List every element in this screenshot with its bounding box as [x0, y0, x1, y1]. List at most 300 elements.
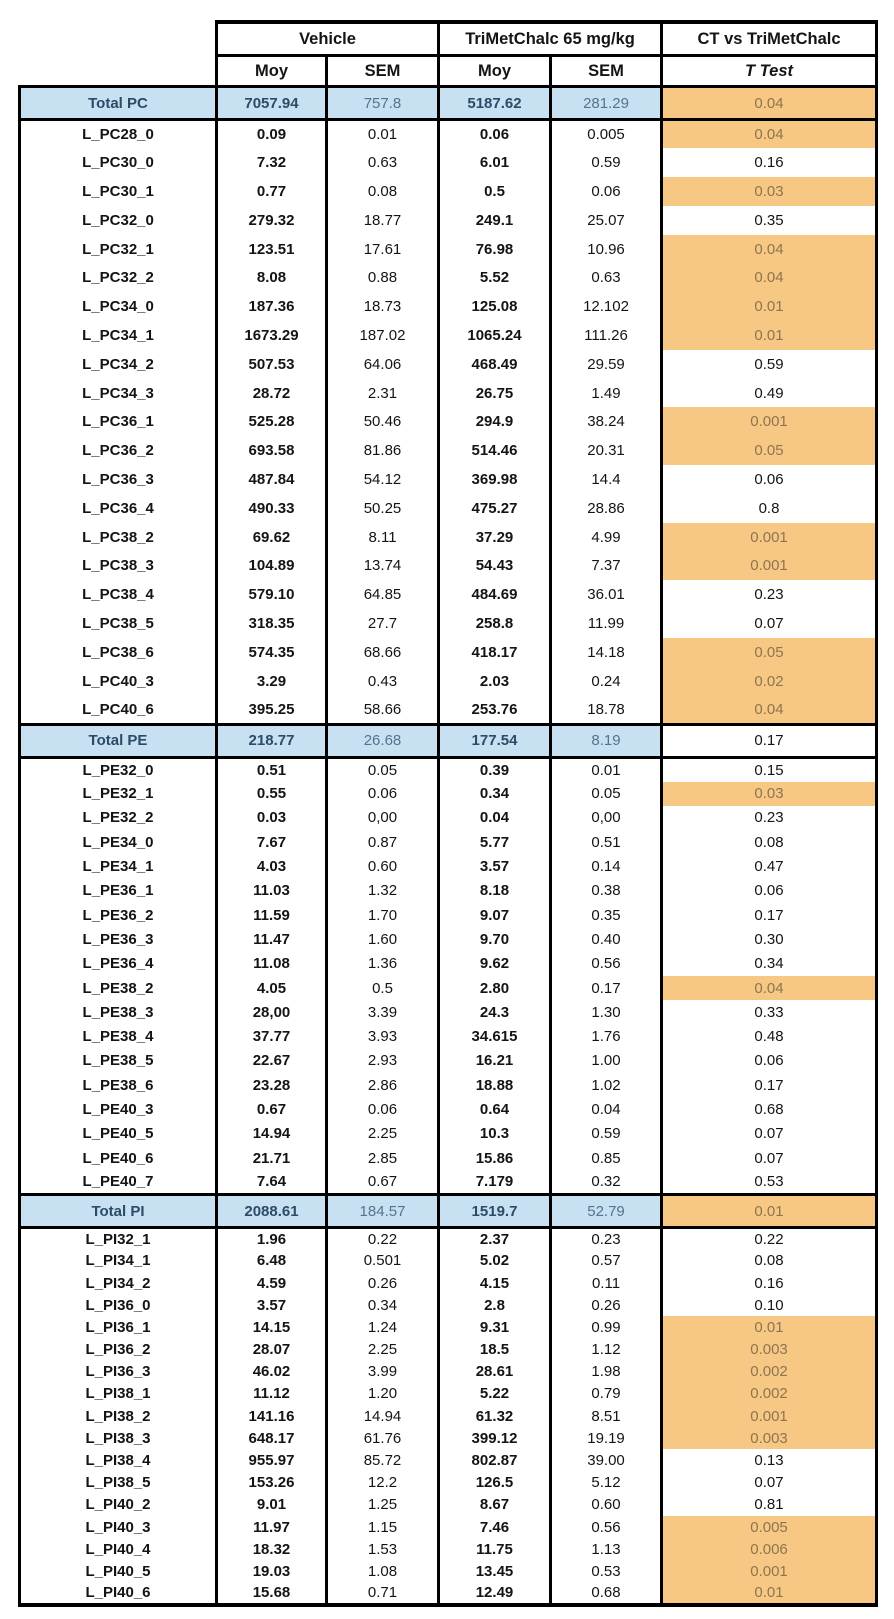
- trimetchalc-moy-cell: 9.70: [439, 927, 551, 951]
- row-label-cell: L_PI38_3: [20, 1427, 217, 1449]
- vehicle-moy-cell: 0.09: [217, 120, 327, 149]
- row-label-cell: Total PI: [20, 1195, 217, 1228]
- vehicle-sem-cell: 18.73: [327, 292, 439, 321]
- row-label-cell: L_PE36_4: [20, 952, 217, 976]
- vehicle-moy-cell: 4.05: [217, 976, 327, 1000]
- trimetchalc-moy-cell: 76.98: [439, 235, 551, 264]
- row-label-cell: L_PE40_6: [20, 1146, 217, 1170]
- vehicle-moy-cell: 490.33: [217, 494, 327, 523]
- ttest-cell: 0.01: [662, 321, 877, 350]
- vehicle-moy-cell: 14.15: [217, 1316, 327, 1338]
- trimetchalc-sem-cell: 28.86: [551, 494, 662, 523]
- trimetchalc-moy-cell: 26.75: [439, 379, 551, 408]
- vehicle-sem-cell: 1.20: [327, 1383, 439, 1405]
- trimetchalc-sem-cell: 38.24: [551, 407, 662, 436]
- total-row: [20, 87, 877, 120]
- vehicle-sem-cell: 12.2: [327, 1472, 439, 1494]
- trimetchalc-sem-cell: 1.13: [551, 1538, 662, 1560]
- trimetchalc-moy-cell: 9.07: [439, 903, 551, 927]
- vehicle-moy-cell: 487.84: [217, 465, 327, 494]
- ttest-cell: 0.01: [662, 1316, 877, 1338]
- trimetchalc-moy-cell: 475.27: [439, 494, 551, 523]
- trimetchalc-moy-cell: 28.61: [439, 1361, 551, 1383]
- row-label-cell: L_PE36_3: [20, 927, 217, 951]
- trimetchalc-moy-cell: 8.67: [439, 1494, 551, 1516]
- vehicle-sem-cell: 0.60: [327, 854, 439, 878]
- trimetchalc-moy-cell: 13.45: [439, 1560, 551, 1582]
- data-row: [20, 1560, 877, 1582]
- row-label-cell: L_PE38_4: [20, 1025, 217, 1049]
- trimetchalc-sem-cell: 0.53: [551, 1560, 662, 1582]
- vehicle-sem-cell: 27.7: [327, 609, 439, 638]
- trimetchalc-moy-cell: 0.5: [439, 177, 551, 206]
- trimetchalc-sem-cell: 0.59: [551, 1122, 662, 1146]
- ttest-cell: 0.002: [662, 1361, 877, 1383]
- row-label-cell: L_PC34_3: [20, 379, 217, 408]
- vehicle-moy-cell: 955.97: [217, 1449, 327, 1471]
- ttest-cell: 0.06: [662, 465, 877, 494]
- row-label-cell: L_PE40_3: [20, 1097, 217, 1121]
- ttest-cell: 0.04: [662, 87, 877, 120]
- results-table-container: [18, 20, 878, 1607]
- trimetchalc-moy-cell: 15.86: [439, 1146, 551, 1170]
- trimetchalc-moy-cell: 294.9: [439, 407, 551, 436]
- ttest-cell: 0.22: [662, 1228, 877, 1250]
- data-row: [20, 350, 877, 379]
- row-label-cell: L_PE38_3: [20, 1000, 217, 1024]
- results-table: [18, 20, 878, 1607]
- vehicle-sem-cell: 1.32: [327, 879, 439, 903]
- row-label-cell: L_PC36_2: [20, 436, 217, 465]
- vehicle-sem-cell: 54.12: [327, 465, 439, 494]
- data-row: [20, 465, 877, 494]
- ttest-cell: 0.07: [662, 1472, 877, 1494]
- vehicle-moy-cell: 1673.29: [217, 321, 327, 350]
- total-row: [20, 1195, 877, 1228]
- vehicle-moy-cell: 0.55: [217, 782, 327, 806]
- trimetchalc-moy-cell: 9.62: [439, 952, 551, 976]
- ttest-cell: 0.001: [662, 1405, 877, 1427]
- trimetchalc-sem-cell: 1.00: [551, 1049, 662, 1073]
- trimetchalc-sem-cell: 19.19: [551, 1427, 662, 1449]
- ttest-cell: 0.01: [662, 292, 877, 321]
- trimetchalc-sem-cell: 0.01: [551, 757, 662, 781]
- trimetchalc-moy-cell: 24.3: [439, 1000, 551, 1024]
- ttest-cell: 0.01: [662, 1195, 877, 1228]
- data-row: [20, 206, 877, 235]
- vehicle-moy-cell: 21.71: [217, 1146, 327, 1170]
- vehicle-sem-cell: 0.87: [327, 830, 439, 854]
- vehicle-moy-cell: 395.25: [217, 695, 327, 724]
- ttest-cell: 0.003: [662, 1427, 877, 1449]
- trimetchalc-sem-cell: 7.37: [551, 551, 662, 580]
- trimetchalc-sem-cell: 8.51: [551, 1405, 662, 1427]
- data-row: [20, 1516, 877, 1538]
- ttest-cell: 0.04: [662, 235, 877, 264]
- ttest-cell: 0.17: [662, 1073, 877, 1097]
- ttest-cell: 0.001: [662, 551, 877, 580]
- data-row: [20, 1073, 877, 1097]
- trimetchalc-moy-cell: 369.98: [439, 465, 551, 494]
- data-row: [20, 551, 877, 580]
- vehicle-moy-cell: 28.72: [217, 379, 327, 408]
- vehicle-moy-cell: 11.97: [217, 1516, 327, 1538]
- trimetchalc-moy-cell: 5.02: [439, 1250, 551, 1272]
- trimetchalc-sem-cell: 0.26: [551, 1294, 662, 1316]
- vehicle-moy-cell: 9.01: [217, 1494, 327, 1516]
- trimetchalc-moy-cell: 5187.62: [439, 87, 551, 120]
- trimetchalc-moy-cell: 0.34: [439, 782, 551, 806]
- data-row: [20, 1316, 877, 1338]
- vehicle-sem-cell: 58.66: [327, 695, 439, 724]
- vehicle-moy-cell: 22.67: [217, 1049, 327, 1073]
- trimetchalc-sem-cell: 12.102: [551, 292, 662, 321]
- vehicle-sem-cell: 18.77: [327, 206, 439, 235]
- trimetchalc-sem-cell: 1.02: [551, 1073, 662, 1097]
- row-label-cell: L_PE38_2: [20, 976, 217, 1000]
- vehicle-moy-cell: 693.58: [217, 436, 327, 465]
- data-row: [20, 321, 877, 350]
- ttest-cell: 0.002: [662, 1383, 877, 1405]
- row-label-cell: L_PI34_2: [20, 1272, 217, 1294]
- trimetchalc-sem-cell: 0.14: [551, 854, 662, 878]
- ttest-cell: 0.16: [662, 148, 877, 177]
- ttest-cell: 0.06: [662, 879, 877, 903]
- row-label-cell: L_PI38_1: [20, 1383, 217, 1405]
- vehicle-moy-cell: 4.03: [217, 854, 327, 878]
- trimetchalc-sem-cell: 0.60: [551, 1494, 662, 1516]
- ttest-cell: 0.30: [662, 927, 877, 951]
- data-row: [20, 695, 877, 724]
- data-row: [20, 292, 877, 321]
- trimetchalc-sem-cell: 0.40: [551, 927, 662, 951]
- data-row: [20, 638, 877, 667]
- ttest-cell: 0.01: [662, 1583, 877, 1605]
- data-row: [20, 1000, 877, 1024]
- row-label-cell: L_PC34_0: [20, 292, 217, 321]
- row-label-cell: L_PE36_1: [20, 879, 217, 903]
- data-row: [20, 148, 877, 177]
- trimetchalc-moy-cell: 418.17: [439, 638, 551, 667]
- vehicle-moy-cell: 69.62: [217, 523, 327, 552]
- trimetchalc-sem-cell: 29.59: [551, 350, 662, 379]
- vehicle-moy-header: Moy: [217, 56, 327, 87]
- data-row: [20, 757, 877, 781]
- trimetchalc-moy-cell: 0.39: [439, 757, 551, 781]
- data-row: [20, 1146, 877, 1170]
- vehicle-sem-cell: 1.24: [327, 1316, 439, 1338]
- ttest-cell: 0.81: [662, 1494, 877, 1516]
- ttest-cell: 0.47: [662, 854, 877, 878]
- ttest-cell: 0.10: [662, 1294, 877, 1316]
- trimetchalc-moy-cell: 2.03: [439, 667, 551, 696]
- row-label-cell: L_PE32_0: [20, 757, 217, 781]
- row-label-cell: L_PC38_4: [20, 580, 217, 609]
- ttest-cell: 0.17: [662, 724, 877, 757]
- ttest-cell: 0.68: [662, 1097, 877, 1121]
- vehicle-moy-cell: 648.17: [217, 1427, 327, 1449]
- vehicle-sem-cell: 0.01: [327, 120, 439, 149]
- trimetchalc-sem-cell: 281.29: [551, 87, 662, 120]
- vehicle-moy-cell: 7057.94: [217, 87, 327, 120]
- vehicle-moy-cell: 6.48: [217, 1250, 327, 1272]
- trimetchalc-sem-cell: 0.04: [551, 1097, 662, 1121]
- vehicle-moy-cell: 8.08: [217, 263, 327, 292]
- trimetchalc-moy-cell: 2.80: [439, 976, 551, 1000]
- trimetchalc-moy-cell: 514.46: [439, 436, 551, 465]
- trimetchalc-sem-cell: 1.76: [551, 1025, 662, 1049]
- vehicle-sem-cell: 0.43: [327, 667, 439, 696]
- trimetchalc-sem-cell: 11.99: [551, 609, 662, 638]
- trimetchalc-moy-cell: 3.57: [439, 854, 551, 878]
- row-label-cell: L_PC34_1: [20, 321, 217, 350]
- trimetchalc-sem-cell: 0.38: [551, 879, 662, 903]
- vehicle-sem-cell: 2.93: [327, 1049, 439, 1073]
- vehicle-sem-cell: 187.02: [327, 321, 439, 350]
- trimetchalc-sem-cell: 0.79: [551, 1383, 662, 1405]
- data-row: [20, 1122, 877, 1146]
- row-label-cell: L_PC30_0: [20, 148, 217, 177]
- data-row: [20, 1294, 877, 1316]
- data-row: [20, 1097, 877, 1121]
- trimetchalc-sem-cell: 14.4: [551, 465, 662, 494]
- vehicle-sem-cell: 0.06: [327, 782, 439, 806]
- ttest-cell: 0.001: [662, 407, 877, 436]
- vehicle-sem-cell: 13.74: [327, 551, 439, 580]
- data-row: [20, 1538, 877, 1560]
- trimetchalc-moy-cell: 0.04: [439, 806, 551, 830]
- data-row: [20, 1170, 877, 1194]
- ttest-cell: 0.08: [662, 1250, 877, 1272]
- data-row: [20, 379, 877, 408]
- vehicle-sem-cell: 0.88: [327, 263, 439, 292]
- row-label-cell: L_PI40_4: [20, 1538, 217, 1560]
- vehicle-sem-cell: 64.85: [327, 580, 439, 609]
- vehicle-moy-cell: 7.67: [217, 830, 327, 854]
- vehicle-sem-cell: 0.22: [327, 1228, 439, 1250]
- trimetchalc-moy-cell: 2.37: [439, 1228, 551, 1250]
- vehicle-moy-cell: 1.96: [217, 1228, 327, 1250]
- vehicle-moy-cell: 2088.61: [217, 1195, 327, 1228]
- trimetchalc-moy-cell: 9.31: [439, 1316, 551, 1338]
- data-row: [20, 1449, 877, 1471]
- trimetchalc-sem-cell: 0.06: [551, 177, 662, 206]
- trimetchalc-moy-cell: 10.3: [439, 1122, 551, 1146]
- trimetchalc-sem-cell: 0.59: [551, 148, 662, 177]
- row-label-cell: L_PC32_0: [20, 206, 217, 235]
- row-label-cell: L_PI40_3: [20, 1516, 217, 1538]
- trimetchalc-sem-cell: 0.23: [551, 1228, 662, 1250]
- trimetchalc-moy-cell: 4.15: [439, 1272, 551, 1294]
- vehicle-sem-cell: 0.5: [327, 976, 439, 1000]
- vehicle-moy-cell: 11.12: [217, 1383, 327, 1405]
- trimetchalc-moy-cell: 16.21: [439, 1049, 551, 1073]
- trimetchalc-sem-cell: 5.12: [551, 1472, 662, 1494]
- row-label-cell: L_PC38_6: [20, 638, 217, 667]
- vehicle-sem-cell: 2.25: [327, 1339, 439, 1361]
- data-row: [20, 830, 877, 854]
- vehicle-sem-cell: 0.05: [327, 757, 439, 781]
- trimetchalc-moy-cell: 6.01: [439, 148, 551, 177]
- vehicle-moy-cell: 218.77: [217, 724, 327, 757]
- vehicle-moy-cell: 123.51: [217, 235, 327, 264]
- vehicle-moy-cell: 11.47: [217, 927, 327, 951]
- trimetchalc-sem-cell: 0.005: [551, 120, 662, 149]
- ttest-cell: 0.04: [662, 120, 877, 149]
- comparison-group-header: CT vs TriMetChalc: [662, 22, 877, 56]
- vehicle-sem-cell: 1.60: [327, 927, 439, 951]
- data-row: [20, 879, 877, 903]
- trimetchalc-sem-cell: 4.99: [551, 523, 662, 552]
- vehicle-sem-cell: 81.86: [327, 436, 439, 465]
- row-label-cell: Total PE: [20, 724, 217, 757]
- vehicle-group-header: Vehicle: [217, 22, 439, 56]
- trimetchalc-moy-cell: 484.69: [439, 580, 551, 609]
- trimetchalc-moy-cell: 253.76: [439, 695, 551, 724]
- ttest-cell: 0.08: [662, 830, 877, 854]
- trimetchalc-sem-cell: 39.00: [551, 1449, 662, 1471]
- vehicle-moy-cell: 7.64: [217, 1170, 327, 1194]
- vehicle-sem-cell: 0.06: [327, 1097, 439, 1121]
- vehicle-sem-cell: 64.06: [327, 350, 439, 379]
- trimetchalc-moy-cell: 0.64: [439, 1097, 551, 1121]
- row-label-cell: L_PI32_1: [20, 1228, 217, 1250]
- vehicle-moy-cell: 28.07: [217, 1339, 327, 1361]
- vehicle-moy-cell: 46.02: [217, 1361, 327, 1383]
- ttest-cell: 0.16: [662, 1272, 877, 1294]
- table-body: [20, 87, 877, 1605]
- data-row: [20, 1228, 877, 1250]
- vehicle-moy-cell: 15.68: [217, 1583, 327, 1605]
- vehicle-moy-cell: 525.28: [217, 407, 327, 436]
- data-row: [20, 952, 877, 976]
- trimetchalc-sem-cell: 52.79: [551, 1195, 662, 1228]
- row-label-cell: L_PE40_7: [20, 1170, 217, 1194]
- trimetchalc-sem-cell: 10.96: [551, 235, 662, 264]
- row-label-cell: L_PC32_1: [20, 235, 217, 264]
- vehicle-moy-cell: 579.10: [217, 580, 327, 609]
- trimetchalc-sem-cell: 8.19: [551, 724, 662, 757]
- data-row: [20, 436, 877, 465]
- vehicle-sem-cell: 50.46: [327, 407, 439, 436]
- vehicle-sem-cell: 50.25: [327, 494, 439, 523]
- data-row: [20, 1361, 877, 1383]
- vehicle-sem-cell: 0.71: [327, 1583, 439, 1605]
- row-label-cell: L_PC30_1: [20, 177, 217, 206]
- data-row: [20, 1583, 877, 1605]
- trimetchalc-moy-cell: 249.1: [439, 206, 551, 235]
- vehicle-sem-cell: 0.501: [327, 1250, 439, 1272]
- trimetchalc-moy-cell: 18.88: [439, 1073, 551, 1097]
- row-label-cell: L_PC40_3: [20, 667, 217, 696]
- data-row: [20, 667, 877, 696]
- ttest-cell: 0.8: [662, 494, 877, 523]
- trimetchalc-sem-cell: 20.31: [551, 436, 662, 465]
- data-row: [20, 903, 877, 927]
- row-label-cell: L_PI36_1: [20, 1316, 217, 1338]
- vehicle-sem-cell: 2.85: [327, 1146, 439, 1170]
- trimetchalc-sem-cell: 14.18: [551, 638, 662, 667]
- row-label-cell: L_PE34_0: [20, 830, 217, 854]
- vehicle-sem-cell: 757.8: [327, 87, 439, 120]
- trimetchalc-sem-cell: 0.63: [551, 263, 662, 292]
- trimetchalc-moy-cell: 7.179: [439, 1170, 551, 1194]
- trimetchalc-moy-cell: 34.615: [439, 1025, 551, 1049]
- row-label-cell: L_PI40_5: [20, 1560, 217, 1582]
- data-row: [20, 1405, 877, 1427]
- vehicle-sem-cell: 3.39: [327, 1000, 439, 1024]
- row-label-cell: L_PE36_2: [20, 903, 217, 927]
- vehicle-sem-cell: 1.15: [327, 1516, 439, 1538]
- ttest-cell: 0.04: [662, 695, 877, 724]
- vehicle-sem-cell: 2.31: [327, 379, 439, 408]
- vehicle-sem-cell: 85.72: [327, 1449, 439, 1471]
- vehicle-sem-cell: 2.86: [327, 1073, 439, 1097]
- ttest-cell: 0.02: [662, 667, 877, 696]
- vehicle-sem-cell: 0,00: [327, 806, 439, 830]
- trimetchalc-sem-cell: 1.30: [551, 1000, 662, 1024]
- row-label-cell: L_PC32_2: [20, 263, 217, 292]
- data-row: [20, 854, 877, 878]
- ttest-cell: 0.34: [662, 952, 877, 976]
- row-label-cell: L_PE38_5: [20, 1049, 217, 1073]
- ttest-cell: 0.04: [662, 976, 877, 1000]
- data-row: [20, 927, 877, 951]
- vehicle-moy-cell: 279.32: [217, 206, 327, 235]
- row-label-cell: L_PE38_6: [20, 1073, 217, 1097]
- trimetchalc-moy-cell: 399.12: [439, 1427, 551, 1449]
- data-row: [20, 1049, 877, 1073]
- row-label-cell: L_PE34_1: [20, 854, 217, 878]
- vehicle-sem-cell: 0.26: [327, 1272, 439, 1294]
- trimetchalc-moy-cell: 125.08: [439, 292, 551, 321]
- vehicle-moy-cell: 14.94: [217, 1122, 327, 1146]
- ttest-cell: 0.005: [662, 1516, 877, 1538]
- trimetchalc-sem-cell: 0.35: [551, 903, 662, 927]
- trimetchalc-moy-cell: 258.8: [439, 609, 551, 638]
- trimetchalc-moy-cell: 1519.7: [439, 1195, 551, 1228]
- data-row: [20, 609, 877, 638]
- data-row: [20, 1272, 877, 1294]
- vehicle-sem-cell: 26.68: [327, 724, 439, 757]
- vehicle-moy-cell: 187.36: [217, 292, 327, 321]
- row-label-cell: L_PC40_6: [20, 695, 217, 724]
- ttest-cell: 0.07: [662, 609, 877, 638]
- vehicle-moy-cell: 0.51: [217, 757, 327, 781]
- data-row: [20, 407, 877, 436]
- trimetchalc-sem-cell: 36.01: [551, 580, 662, 609]
- vehicle-moy-cell: 0.03: [217, 806, 327, 830]
- trimetchalc-sem-cell: 0.24: [551, 667, 662, 696]
- vehicle-sem-cell: 1.25: [327, 1494, 439, 1516]
- ttest-cell: 0.23: [662, 580, 877, 609]
- vehicle-sem-cell: 17.61: [327, 235, 439, 264]
- vehicle-sem-cell: 184.57: [327, 1195, 439, 1228]
- vehicle-moy-cell: 574.35: [217, 638, 327, 667]
- vehicle-sem-cell: 68.66: [327, 638, 439, 667]
- trimetchalc-moy-cell: 468.49: [439, 350, 551, 379]
- trimetchalc-moy-cell: 1065.24: [439, 321, 551, 350]
- ttest-cell: 0.03: [662, 177, 877, 206]
- trimetchalc-moy-cell: 8.18: [439, 879, 551, 903]
- vehicle-sem-cell: 61.76: [327, 1427, 439, 1449]
- ttest-cell: 0.07: [662, 1146, 877, 1170]
- vehicle-moy-cell: 507.53: [217, 350, 327, 379]
- vehicle-moy-cell: 11.59: [217, 903, 327, 927]
- ttest-cell: 0.35: [662, 206, 877, 235]
- vehicle-sem-cell: 0.08: [327, 177, 439, 206]
- vehicle-sem-cell: 1.70: [327, 903, 439, 927]
